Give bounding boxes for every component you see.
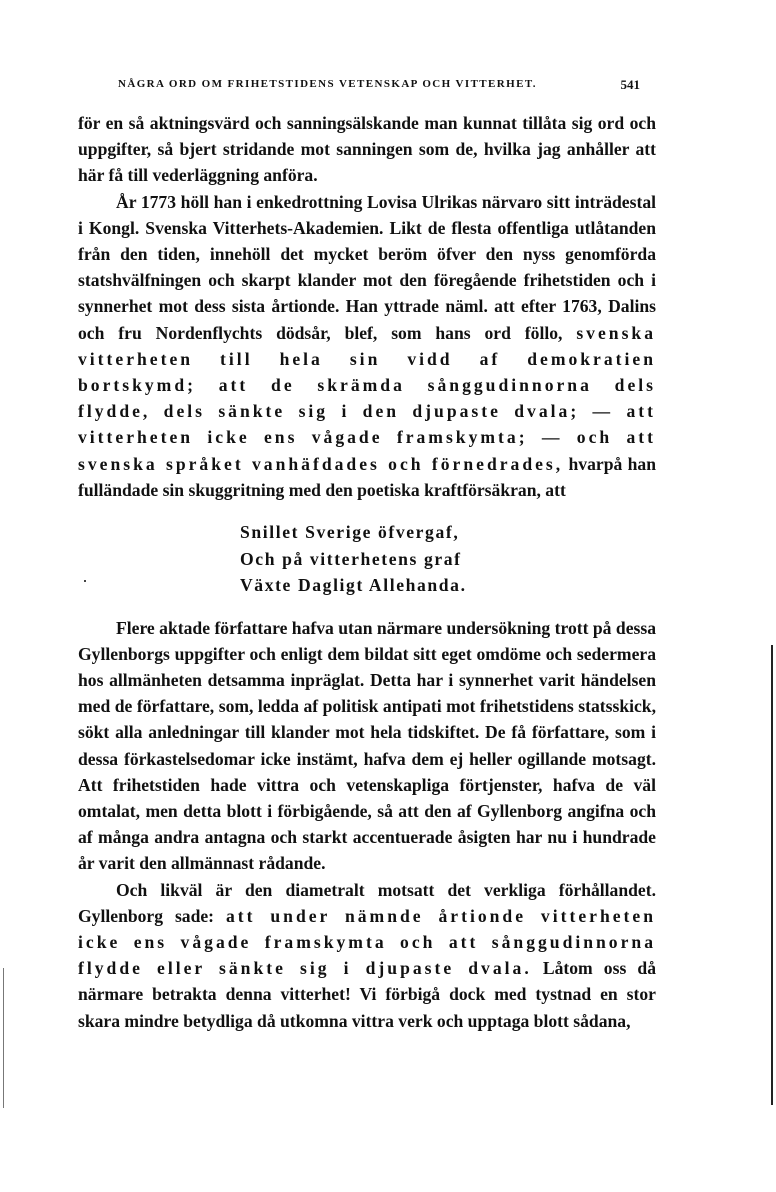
page-edge-line-left: [3, 968, 4, 1108]
paragraph-4-spaced-quote: att under nämnde årtionde vitterheten icke ens vågade framskymta och att sånggudinnorna flydde eller sänkte sig i djupaste dvala.: [78, 905, 656, 979]
running-title: NÅGRA ORD OM FRIHETSTIDENS VETENSKAP OCH VITTERHET.: [118, 78, 537, 90]
paragraph-4-tail: Låtom oss då närmare betrakta denna vitterhet! Vi förbigå dock med tystnad en stor skara mindre betydliga då utkomna vittra verk och upptaga blott sådana,: [78, 958, 656, 1031]
verse-line: Växte Dagligt Allehanda.: [240, 575, 467, 596]
paragraph-2: [78, 189, 656, 503]
page-edge-line: [771, 645, 773, 1105]
verse-line: Och på vitterhetens graf: [240, 548, 462, 569]
verse-quote: [240, 519, 656, 599]
paragraph-4-text: Och likväl är den diametralt motsatt det verkliga förhållandet. Gyllenborg sade:: [78, 879, 656, 926]
paragraph-2-text: År 1773 höll han i enkedrottning Lovisa Ulrikas närvaro sitt inträdestal i Kongl. Svenska Vitterhets-Akademien. Likt de flesta offentliga utlåtanden från den tiden, innehöll det mycket beröm öfver den nyss genomförda statshvälfningen och skarpt klander mot den föregående frihetstiden och i synnerhet mot dess sista årtionde. Han yttrade näml. att efter 1763, Dalins och fru Nordenflychts dödsår, blef, som hans ord föllo,: [78, 191, 656, 343]
running-header: [118, 78, 640, 90]
paragraph-2-tail: hvarpå han fulländade sin skuggritning med den poetiska kraftförsäkran, att: [78, 453, 656, 500]
print-speck: [84, 580, 86, 582]
paragraph-1: för en så aktningsvärd och sanningsälskande man kunnat tillåta sig ord och uppgifter, så bjert stridande mot sanningen som de, hvilka jag anhåller att här få till vederläggning anföra.: [78, 113, 656, 186]
verse-line: Snillet Sverige öfvergaf,: [240, 522, 460, 543]
paragraph-3: Flere aktade författare hafva utan närmare undersökning trott på dessa Gyllenborgs uppgifter och enligt dem bildat sitt eget omdöme och sedermera hos allmänheten detsamma inpräglat. Detta har i synnerhet varit händelsen med de författare, som, ledda af politisk antipati mot frihetstidens statsskick, sökt alla anledningar till klander mot hela tidskiftet. De få författare, som i dessa förkastelsedomar icke instämt, hafva dem ej heller ogillande motsagt. Att frihetstiden hade vittra och vetenskapliga förtjenster, hafva de väl omtalat, men detta blott i förbigående, så att den af Gyllenborg angifna och af många andra antagna och starkt accentuerade åsigten har nu i hundrade år varit den allmännast rådande.: [78, 617, 656, 874]
body-text: [78, 110, 656, 1034]
page-number: 541: [620, 77, 640, 92]
paragraph-2-spaced-quote: svenska vitterheten till hela sin vidd af demokratien bortskymd; att de skrämda sånggudinnorna dels flydde, dels sänkte sig i den djupaste dvala; — att vitterheten icke ens vågade framskymta; — och att svenska språket vanhäfdades och förnedrades,: [78, 322, 656, 474]
paragraph-4: [78, 877, 656, 1034]
